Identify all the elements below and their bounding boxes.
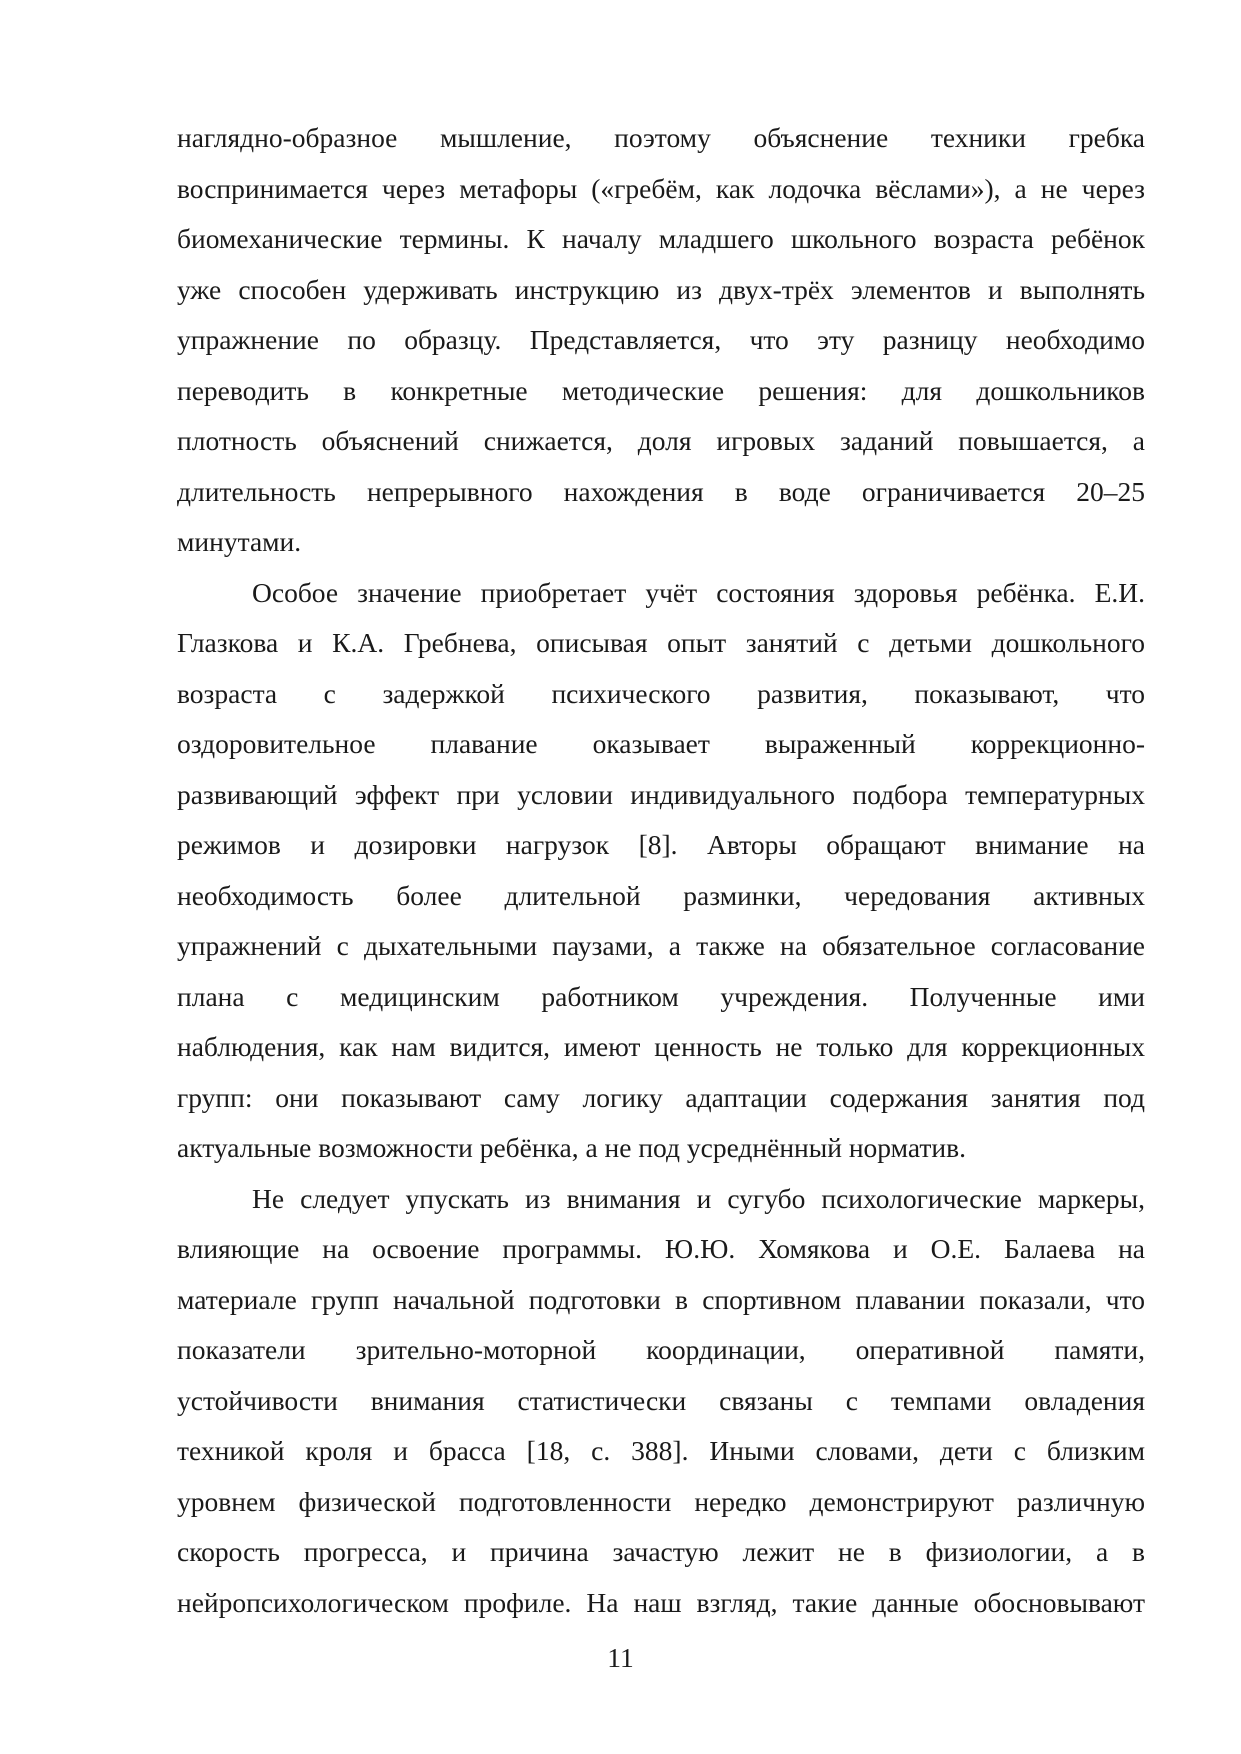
text-line: Не следует упускать из внимания и сугубо психологические маркеры, [252,1182,1145,1214]
text-line: Глазкова и К.А. Гребнева, описывая опыт занятий с детьми дошкольного [177,627,1145,658]
text-line: минутами. [177,526,302,557]
text-line: биомеханические термины. К началу младшего школьного возраста ребёнок [177,223,1145,254]
text-line: уже способен удерживать инструкцию из двух-трёх элементов и выполнять [177,273,1145,305]
text-line: Особое значение приобретает учёт состояния здоровья ребёнка. Е.И. [252,576,1145,608]
text-line: упражнение по образцу. Представляется, что эту разницу необходимо [177,324,1145,355]
text-line: длительность непрерывного нахождения в воде ограничивается 20–25 [177,475,1145,507]
text-line: оздоровительное плавание оказывает выраженный коррекционно- [177,728,1145,759]
paragraph [177,113,1145,568]
text-line: плана с медицинским работником учреждения. Полученные ими [177,980,1145,1012]
text-line: режимов и дозировки нагрузок [8]. Авторы обращают внимание на [177,829,1145,860]
text-line: влияющие на освоение программы. Ю.Ю. Хомякова и О.Е. Балаева на [177,1233,1145,1264]
text-line: устойчивости внимания статистически связаны с темпами овладения [177,1384,1145,1416]
text-line: групп: они показывают саму логику адаптации содержания занятия под [177,1081,1145,1113]
text-line: уровнем физической подготовленности нередко демонстрируют различную [177,1485,1145,1517]
page-number: 11 [607,1642,634,1673]
text-line: воспринимается через метафоры («гребём, как лодочка вёслами»), а не через [177,172,1145,204]
body-text [177,113,1145,1628]
text-line: скорость прогресса, и причина зачастую лежит не в физиологии, а в [177,1536,1145,1567]
text-line: плотность объяснений снижается, доля игровых заданий повышается, а [177,425,1145,456]
text-line: показатели зрительно-моторной координации, оперативной памяти, [177,1334,1145,1365]
text-line: возраста с задержкой психического развития, показывают, что [177,677,1145,709]
text-line: развивающий эффект при условии индивидуального подбора температурных [177,778,1145,810]
text-line: переводить в конкретные методические решения: для дошкольников [177,374,1145,406]
text-line: актуальные возможности ребёнка, а не под усреднённый норматив. [177,1132,966,1163]
paragraph [177,568,1145,1174]
text-line: нейропсихологическом профиле. На наш взгляд, такие данные обосновывают [177,1586,1145,1618]
text-line: необходимость более длительной разминки, чередования активных [177,879,1145,911]
text-line: техникой кроля и брасса [18, с. 388]. Иными словами, дети с близким [177,1435,1145,1466]
text-line: наглядно-образное мышление, поэтому объяснение техники гребка [177,122,1145,153]
paragraph [177,1174,1145,1629]
text-line: наблюдения, как нам видится, имеют ценность не только для коррекционных [177,1031,1145,1062]
text-line: упражнений с дыхательными паузами, а также на обязательное согласование [177,930,1145,961]
text-line: материале групп начальной подготовки в спортивном плавании показали, что [177,1283,1145,1315]
